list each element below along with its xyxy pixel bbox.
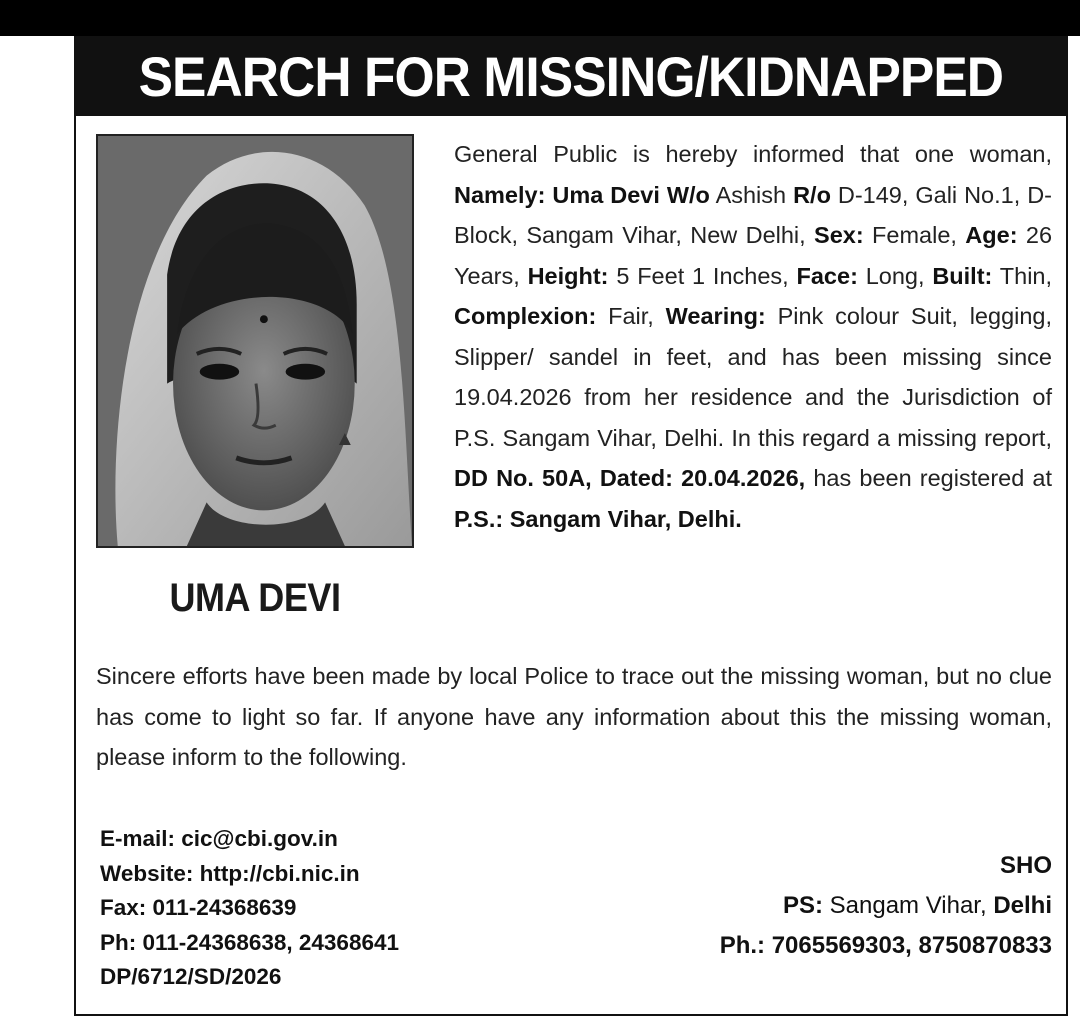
sho-block	[582, 846, 1052, 966]
sho-title: SHO	[999, 852, 1052, 879]
person-name-caption: UMA DEVI	[169, 576, 341, 620]
wearing-label: Wearing:	[665, 303, 766, 329]
face-label: Face:	[796, 262, 858, 289]
dd-number: DD No. 50A, Dated: 20.04.2026,	[454, 465, 806, 491]
sho-ps-name: Sangam Vihar,	[829, 892, 987, 919]
sho-ps-label: PS:	[782, 892, 823, 919]
age-value: 26 Years,	[454, 222, 1053, 289]
appeal-text: Sincere efforts have been made by local Police to trace out the missing woman, but no clue has come to light so far. If anyone have any information about this the missing woman, please inform to the following.	[96, 663, 1052, 770]
reference-number: DP/6712/SD/2026	[100, 964, 282, 989]
namely-label: Namely: Uma Devi W/o	[454, 181, 710, 208]
complexion-value: Fair,	[608, 303, 654, 329]
built-value: Thin,	[999, 262, 1053, 289]
missing-person-notice	[74, 36, 1068, 1016]
notice-details	[454, 134, 1052, 539]
portrait-image	[98, 136, 412, 546]
sho-ps-city: Delhi	[993, 892, 1052, 919]
contact-website: Website: http://cbi.nic.in	[100, 860, 360, 886]
contact-fax: Fax: 011-24368639	[100, 895, 297, 920]
sho-station	[582, 886, 1052, 926]
residence-label: R/o	[793, 181, 831, 208]
contact-phone: Ph: 011-24368638, 24368641	[100, 929, 400, 955]
height-label: Height:	[527, 262, 609, 289]
police-station-line: P.S.: Sangam Vihar, Delhi.	[454, 505, 742, 532]
height-value: 5 Feet 1 Inches,	[616, 262, 789, 289]
missing-person-photo	[96, 134, 414, 548]
contact-details	[100, 822, 580, 995]
intro-text: General Public is hereby informed that one woman,	[454, 141, 1052, 167]
notice-banner	[76, 36, 1066, 116]
registered-text: has been registered at	[813, 465, 1053, 491]
contact-email: E-mail: cic@cbi.gov.in	[100, 826, 338, 851]
complexion-label: Complexion:	[454, 303, 597, 329]
wearing-text: Pink colour Suit, legging, Slipper/ sandel in feet, and has been missing since 19.04.2026 from her residence and the Jurisdiction of P.S. Sangam Vihar, Delhi. In this regard a missing report,	[454, 303, 1053, 451]
sho-phone: Ph.: 7065569303, 8750870833	[719, 932, 1052, 959]
sex-value: Female,	[872, 222, 957, 248]
husband-name: Ashish	[715, 181, 787, 208]
sex-label: Sex:	[814, 222, 864, 248]
address-text: D-149, Gali No.1, D-Block, Sangam Vihar, New Delhi,	[454, 181, 1053, 248]
face-value: Long,	[865, 262, 925, 289]
top-black-bar	[0, 0, 1080, 36]
notice-title: SEARCH FOR MISSING/KIDNAPPED	[138, 44, 1004, 108]
built-label: Built:	[932, 262, 993, 289]
age-label: Age:	[965, 222, 1018, 248]
